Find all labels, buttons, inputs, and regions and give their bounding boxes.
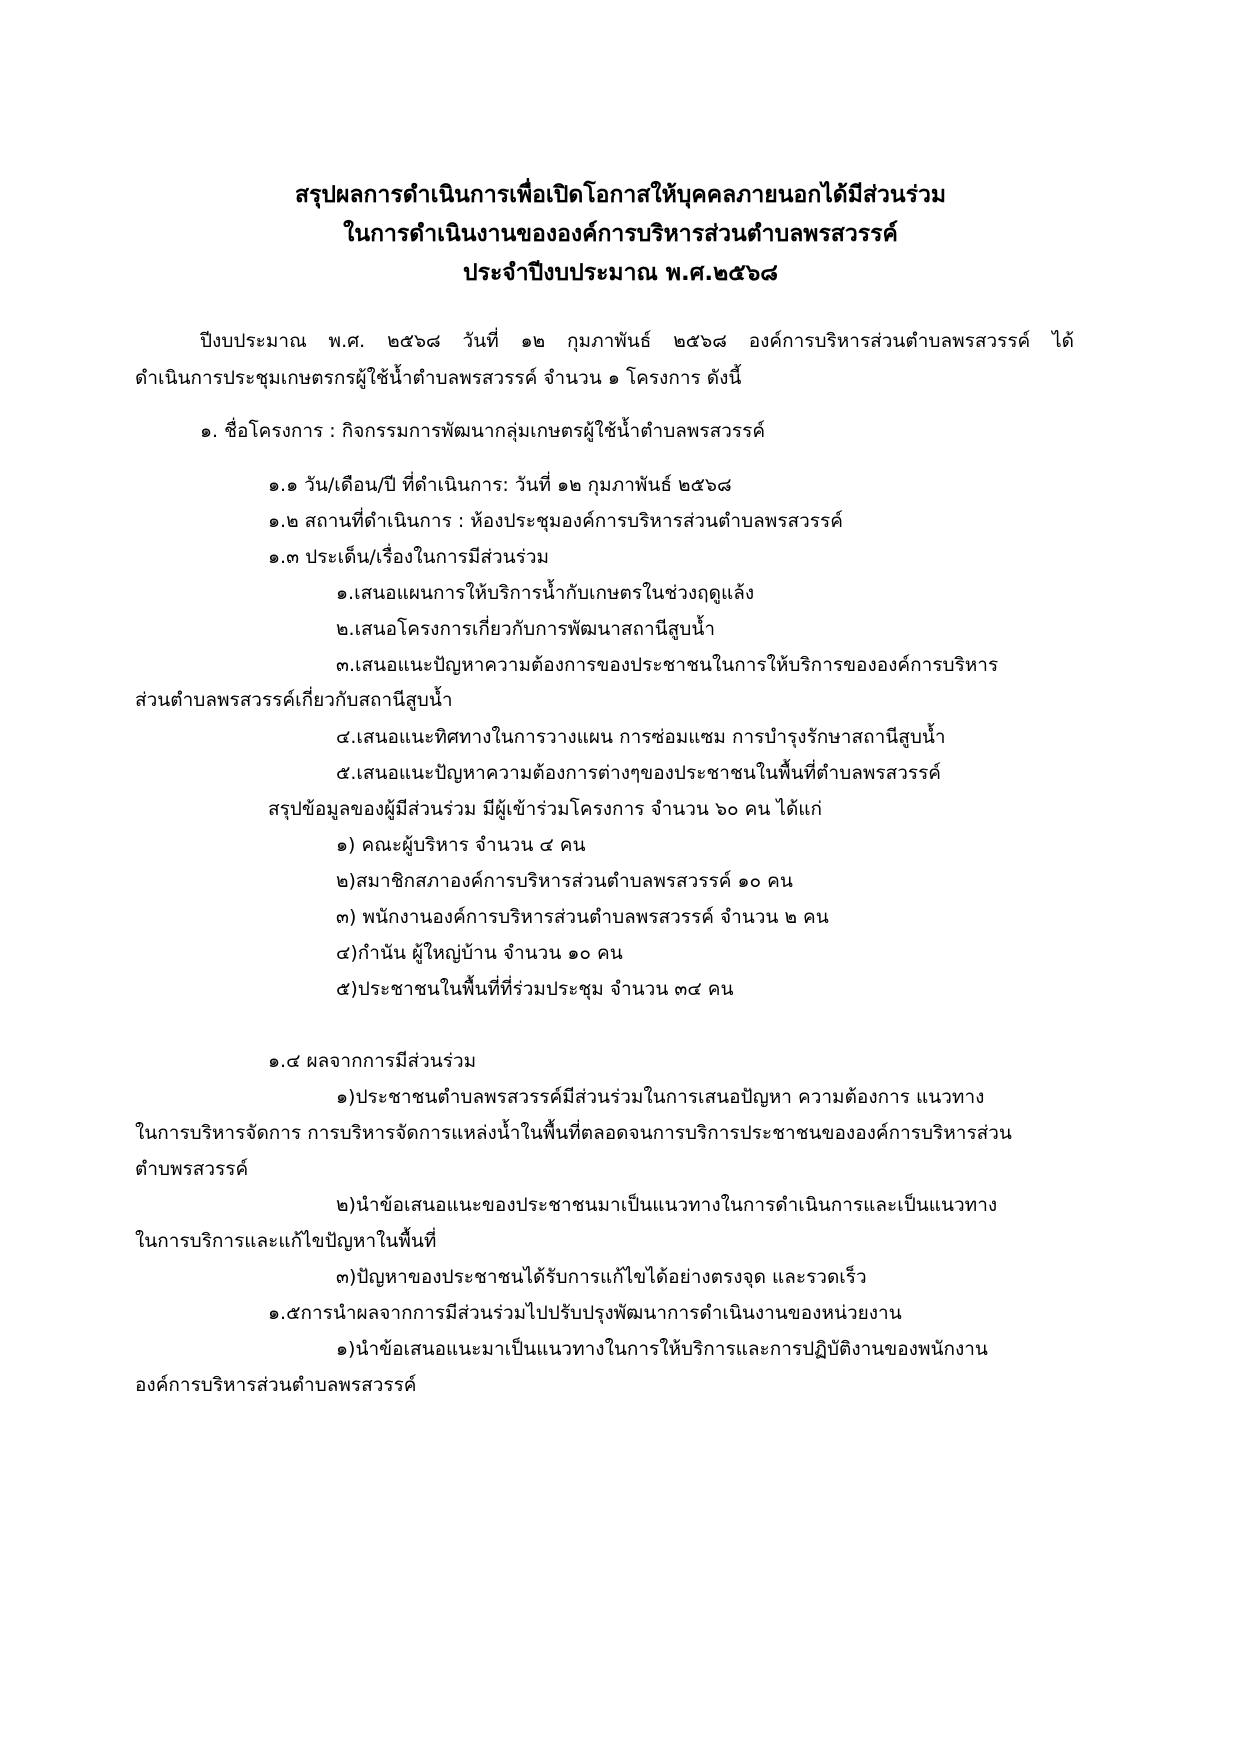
- document-title-line-3: ประจำปีงบประมาณ พ.ศ.๒๕๖๘: [462, 260, 778, 286]
- result-1-line-1: ๑)ประชาชนตำบลพรสวรรค์มีส่วนร่วมในการเสนอปัญหา ความต้องการ แนวทาง: [336, 1086, 985, 1108]
- issue-1: ๑.เสนอแผนการให้บริการน้ำกับเกษตรในช่วงฤดูแล้ง: [336, 582, 755, 604]
- participant-group-3: ๓) พนักงานองค์การบริหารส่วนตำบลพรสวรรค์ จำนวน ๒ คน: [336, 906, 829, 928]
- improve-1-line-2: องค์การบริหารส่วนตำบลพรสวรรค์: [135, 1374, 417, 1396]
- result-2-line-1: ๒)นำข้อเสนอแนะของประชาชนมาเป็นแนวทางในการดำเนินการและเป็นแนวทาง: [336, 1194, 998, 1216]
- result-1-line-2: ในการบริหารจัดการ การบริหารจัดการแหล่งน้ำในพื้นที่ตลอดจนการบริการประชาชนขององค์การบริหารส่วน: [135, 1122, 1012, 1144]
- participant-group-1: ๑) คณะผู้บริหาร จำนวน ๔ คน: [336, 834, 586, 856]
- participant-group-2: ๒)สมาชิกสภาองค์การบริหารส่วนตำบลพรสวรรค์ ๑๐ คน: [336, 870, 793, 892]
- result-1-line-3: ตำบพรสวรรค์: [135, 1158, 249, 1180]
- document-title-line-1: สรุปผลการดำเนินการเพื่อเปิดโอกาสให้บุคคลภายนอกได้มีส่วนร่วม: [294, 182, 947, 208]
- document-title-line-2: ในการดำเนินงานขององค์การบริหารส่วนตำบลพรสวรรค์: [343, 221, 898, 247]
- intro-line-2: ดำเนินการประชุมเกษตรกรผู้ใช้น้ำตำบลพรสวรรค์ จำนวน ๑ โครงการ ดังนี้: [135, 367, 742, 389]
- issue-2: ๒.เสนอโครงการเกี่ยวกับการพัฒนาสถานีสูบน้ำ: [336, 618, 715, 640]
- issue-5: ๕.เสนอแนะปัญหาความต้องการต่างๆของประชาชนในพื้นที่ตำบลพรสวรรค์: [336, 762, 941, 784]
- participants-summary: สรุปข้อมูลของผู้มีส่วนร่วม มีผู้เข้าร่วมโครงการ จำนวน ๖๐ คน ได้แก่: [268, 798, 823, 820]
- participant-group-4: ๔)กำนัน ผู้ใหญ่บ้าน จำนวน ๑๐ คน: [336, 942, 623, 964]
- result-2-line-2: ในการบริการและแก้ไขปัญหาในพื้นที่: [135, 1230, 437, 1252]
- issue-3-line-2: ส่วนตำบลพรสวรรค์เกี่ยวกับสถานีสูบน้ำ: [135, 689, 453, 711]
- improve-1-line-1: ๑)นำข้อเสนอแนะมาเป็นแนวทางในการให้บริการและการปฏิบัติงานของพนักงาน: [336, 1338, 988, 1360]
- issues-heading: ๑.๓ ประเด็น/เรื่องในการมีส่วนร่วม: [268, 546, 550, 568]
- intro-line-1: ปีงบประมาณ พ.ศ. ๒๕๖๘ วันที่ ๑๒ กุมภาพันธ์ ๒๕๖๘ องค์การบริหารส่วนตำบลพรสวรรค์ ได้: [200, 330, 1074, 352]
- project-date: ๑.๑ วัน/เดือน/ปี ที่ดำเนินการ: วันที่ ๑๒ กุมภาพันธ์ ๒๕๖๘: [268, 474, 732, 496]
- results-heading: ๑.๔ ผลจากการมีส่วนร่วม: [268, 1050, 477, 1072]
- participant-group-5: ๕)ประชาชนในพื้นที่ที่ร่วมประชุม จำนวน ๓๔ คน: [336, 978, 734, 1000]
- project-heading: ๑. ชื่อโครงการ : กิจกรรมการพัฒนากลุ่มเกษตรผู้ใช้น้ำตำบลพรสวรรค์: [200, 420, 766, 442]
- issue-4: ๔.เสนอแนะทิศทางในการวางแผน การซ่อมแซม การบำรุงรักษาสถานีสูบน้ำ: [336, 726, 946, 748]
- improve-heading: ๑.๕การนำผลจากการมีส่วนร่วมไปปรับปรุงพัฒนาการดำเนินงานของหน่วยงาน: [268, 1302, 902, 1324]
- project-place: ๑.๒ สถานที่ดำเนินการ : ห้องประชุมองค์การบริหารส่วนตำบลพรสวรรค์: [268, 510, 843, 532]
- issue-3-line-1: ๓.เสนอแนะปัญหาความต้องการของประชาชนในการให้บริการขององค์การบริหาร: [336, 654, 999, 676]
- result-3: ๓)ปัญหาของประชาชนได้รับการแก้ไขได้อย่างตรงจุด และรวดเร็ว: [336, 1266, 867, 1288]
